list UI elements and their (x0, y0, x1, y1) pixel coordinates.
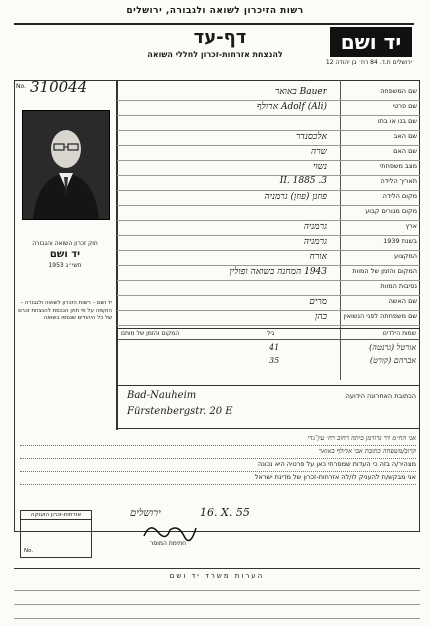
field-value: Adolf (Ali) אדולף (256, 102, 327, 112)
stamp-line1: חוק זכרון השואה והגבורה (32, 240, 98, 247)
stamp-name: יד ושם (49, 249, 81, 261)
field-row (117, 266, 420, 281)
logo-address: ירושלים ת.ד. 84 רח׳ בן יהודה 12 (325, 59, 412, 66)
stamp-line2: תשי״ג 1953 (48, 261, 82, 269)
children-table-header (117, 329, 420, 340)
field-value: Bauer באואר (274, 87, 327, 97)
field-label: נסיבות המוות (380, 282, 417, 290)
declaration-date: 16. X. 55 (200, 506, 250, 519)
page-title: דף-עד (193, 27, 247, 48)
field-value: 1943 המחנה בשואה ופולין (229, 267, 327, 277)
field-label: תאריך הלידה (380, 177, 417, 185)
field-value: גרמניה (303, 222, 327, 232)
field-label: שם המשפחה (380, 87, 417, 95)
declaration-place: ירושלים (130, 508, 161, 519)
last-address-block (117, 385, 420, 429)
record-number: 310044 (30, 78, 88, 96)
address-line1: Bad-Nauheim (127, 390, 197, 401)
child-1-age: 41 (269, 343, 280, 352)
field-value: שרה (310, 147, 327, 157)
declaration-line2: קרוב/משפחה כתובת אבי אדולף באואר (20, 446, 416, 459)
field-value: פוזנן (פוזן) גרמניה (264, 192, 327, 202)
field-value: גרמניה (303, 237, 327, 247)
header-rule (14, 23, 414, 25)
field-row (117, 236, 420, 251)
notes-line-3 (14, 618, 420, 619)
field-label: מצב משפחתי (379, 162, 417, 170)
field-row (117, 161, 420, 176)
children-table (117, 328, 420, 381)
field-row (117, 131, 420, 146)
field-row (117, 86, 420, 101)
field-label: שם האשה (388, 297, 417, 305)
address-line2: Fürstenbergstr. 20 E (127, 406, 233, 417)
signature-mark (140, 520, 200, 546)
citizenship-box-title: אזרחות-זכרון הוענקה (21, 511, 91, 520)
portrait-photo (22, 110, 110, 220)
field-label: המקום והזמן של המוות (352, 267, 417, 275)
field-value: כהן (315, 312, 327, 322)
field-row (117, 146, 420, 161)
field-label: שם בנו או בתו (377, 117, 417, 125)
declaration-line4: אני מבקש/ת להעניק לו/לה אזרחות-זכרון של מדינת ישראל (20, 472, 416, 485)
field-row (117, 191, 420, 206)
field-label: ארץ (405, 222, 417, 230)
field-row (117, 176, 420, 191)
side-note: יד ושם – רשות הזכרון לשואה ולגבורה – הוקמה על פי חוק הכנסת להנצחת זכרם של כל היהודים שנספו בשואה (18, 300, 112, 322)
notes-line-2 (14, 604, 420, 605)
field-row (117, 116, 420, 131)
declaration-line1: אני הח״מ דר גרודמן כיתה רחוב רח׳ עין־גדי (20, 433, 416, 446)
field-value: 3. II. 1885 (279, 176, 327, 186)
field-row (117, 101, 420, 116)
field-label: שם האב (393, 132, 417, 140)
field-row (117, 251, 420, 266)
field-label: שם פרטי (392, 102, 417, 110)
header-age: גיל (267, 330, 275, 337)
stamp (18, 240, 112, 270)
field-value: אורח (309, 252, 327, 262)
notes-line-1 (14, 590, 420, 591)
field-label: שם האם (393, 147, 417, 155)
field-row (117, 281, 420, 296)
field-label: בשנת 1939 (383, 237, 417, 245)
field-row (117, 296, 420, 311)
header-top-line: רשות הזיכרון לשואה ולגבורה, ירושלים (126, 6, 304, 16)
declaration-line3: מצהיר/ה בזה כי העדות שמסרתי כאן על פרטיה היא נכונה (20, 459, 416, 472)
field-row (117, 311, 420, 326)
child-2-name: אברהם (קורט) (369, 356, 416, 365)
office-notes-title: הערות משרד יד ושם (169, 572, 265, 580)
field-value: אלכסנדר (295, 132, 327, 142)
record-number-label: No. (16, 83, 26, 90)
citizenship-box-no: No. (24, 548, 34, 554)
signature-label: חתימת המוסר (150, 540, 187, 547)
yad-vashem-logo: יד ושם (330, 27, 412, 57)
child-2-age: 35 (269, 356, 280, 365)
field-row (117, 206, 420, 221)
child-1-name: אורטל (גרנטה) (369, 343, 416, 352)
page-subtitle: להנצחת אזרחות-זכרון לחללי השואה (147, 50, 283, 59)
field-label: מקום מגורים קבוע (365, 207, 417, 215)
field-label: מקום הלידה (382, 192, 417, 200)
field-row (117, 221, 420, 236)
header-place-of-death: המקום והזמן של מותם (121, 330, 180, 337)
declaration (20, 433, 416, 485)
address-label: הכתובת האחרונה הידועה (345, 392, 416, 400)
field-value: מרים (309, 297, 327, 307)
field-value: נשוי (313, 162, 327, 172)
field-label: המקצוע (394, 252, 417, 260)
footer-divider (14, 568, 420, 569)
field-label: שם משפחתה לפני הנשואין (343, 312, 417, 320)
header-children-names: שמות הילדים (382, 330, 416, 337)
citizenship-box (20, 510, 92, 558)
